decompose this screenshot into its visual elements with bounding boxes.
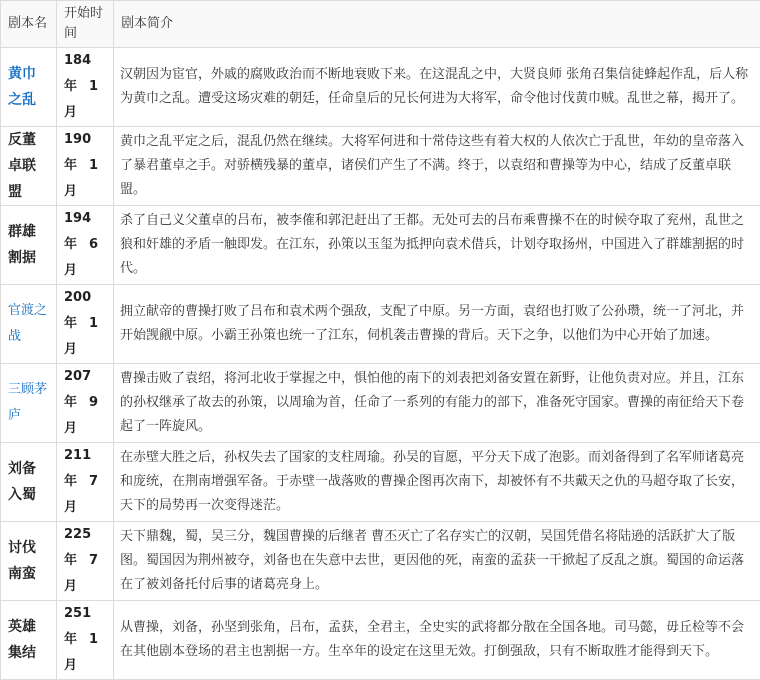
month-suffix: 月 <box>64 184 77 199</box>
start-month: 1 <box>89 316 98 331</box>
year-suffix: 年 <box>64 316 77 331</box>
table-row <box>1 48 760 127</box>
start-time <box>57 522 114 601</box>
year-suffix: 年 <box>64 632 77 647</box>
scenario-description: 在赤壁大胜之后，孙权失去了国家的支柱周瑜。孙吴的盲愿，平分天下成了泡影。而刘备得到了名军师诸葛亮和庞统，在荆南增强军备。于赤壁一战落败的曹操企图再次南下，却被怀有不共戴天之仇的马超夺取了长安，天下的局势再一次变得迷茫。 <box>114 443 760 522</box>
table-row <box>1 443 760 522</box>
scenario-description: 从曹操，刘备，孙坚到张角，吕布，孟获，全君主，全史实的武将都分散在全国各地。司马懿，毋丘检等不会在其他剧本登场的君主也割据一方。生卒年的设定在这里无效。打倒强敌，只有不断取胜才能得到天下。 <box>114 601 760 680</box>
start-month: 6 <box>89 237 98 252</box>
table-row <box>1 285 760 364</box>
month-suffix: 月 <box>64 421 77 436</box>
start-year: 225 <box>64 527 91 542</box>
month-suffix: 月 <box>64 105 77 120</box>
start-year: 184 <box>64 53 91 68</box>
start-month: 7 <box>89 553 98 568</box>
start-year: 190 <box>64 132 91 147</box>
month-suffix: 月 <box>64 658 77 673</box>
scenario-name-link[interactable]: 黄巾之乱 <box>1 48 57 127</box>
scenario-name-link[interactable]: 三顾茅庐 <box>1 364 57 443</box>
scenario-name-link[interactable]: 官渡之战 <box>1 285 57 364</box>
start-month: 1 <box>89 632 98 647</box>
scenario-name: 刘备入蜀 <box>1 443 57 522</box>
table-row <box>1 127 760 206</box>
start-time <box>57 601 114 680</box>
month-suffix: 月 <box>64 500 77 515</box>
year-suffix: 年 <box>64 158 77 173</box>
start-year: 251 <box>64 606 91 621</box>
scenario-description: 拥立献帝的曹操打败了吕布和袁术两个强敌，支配了中原。另一方面，袁绍也打败了公孙瓒，统一了河北，并开始觊觎中原。小霸王孙策也统一了江东，伺机袭击曹操的背后。天下之争，以他们为中心开始了加速。 <box>114 285 760 364</box>
scenario-name: 英雄集结 <box>1 601 57 680</box>
start-month: 7 <box>89 474 98 489</box>
scenario-description: 黄巾之乱平定之后，混乱仍然在继续。大将军何进和十常侍这些有着大权的人依次亡于乱世，年幼的皇帝落入了暴君董卓之手。对骄横残暴的董卓，诸侯们产生了不满。终于，以袁绍和曹操等为中心，结成了反董卓联盟。 <box>114 127 760 206</box>
scenario-description: 杀了自己义父董卓的吕布，被李傕和郭汜赶出了王都。无处可去的吕布乘曹操不在的时候夺取了兖州，乱世之狼和奸雄的矛盾一触即发。在江东，孙策以玉玺为抵押向袁术借兵，计划夺取扬州，中国进入了群雄割据的时代。 <box>114 206 760 285</box>
scenario-name: 群雄割据 <box>1 206 57 285</box>
year-suffix: 年 <box>64 237 77 252</box>
start-month: 9 <box>89 395 98 410</box>
start-month: 1 <box>89 79 98 94</box>
scenario-description: 曹操击败了袁绍，将河北收于掌握之中，惧怕他的南下的刘表把刘备安置在新野，让他负责对应。并且，江东的孙权继承了故去的孙策，以周瑜为首，任命了一系列的有能力的部下，准备死守国家。曹操的南征给天下卷起了一阵旋风。 <box>114 364 760 443</box>
table-row <box>1 522 760 601</box>
scenario-name: 反董卓联盟 <box>1 127 57 206</box>
table-row <box>1 601 760 680</box>
start-time <box>57 48 114 127</box>
year-suffix: 年 <box>64 553 77 568</box>
header-name: 剧本名 <box>1 1 57 48</box>
header-row <box>1 1 760 48</box>
start-time <box>57 206 114 285</box>
month-suffix: 月 <box>64 263 77 278</box>
month-suffix: 月 <box>64 579 77 594</box>
start-month: 1 <box>89 158 98 173</box>
table-row <box>1 364 760 443</box>
header-intro: 剧本简介 <box>114 1 760 48</box>
scenario-description: 汉朝因为宦官，外戚的腐败政治而不断地衰败下来。在这混乱之中，大贤良师 张角召集信徒蜂起作乱，后人称为黄巾之乱。遭受这场灾难的朝廷，任命皇后的兄长何进为大将军，命令他讨伐黄巾贼。乱世之幕，揭开了。 <box>114 48 760 127</box>
year-suffix: 年 <box>64 79 77 94</box>
header-start: 开始时间 <box>57 1 114 48</box>
year-suffix: 年 <box>64 395 77 410</box>
start-time <box>57 364 114 443</box>
start-year: 211 <box>64 448 91 463</box>
start-time <box>57 285 114 364</box>
start-time <box>57 127 114 206</box>
start-time <box>57 443 114 522</box>
start-year: 200 <box>64 290 91 305</box>
month-suffix: 月 <box>64 342 77 357</box>
scenario-name: 讨伐南蛮 <box>1 522 57 601</box>
year-suffix: 年 <box>64 474 77 489</box>
scenario-description: 天下鼎魏，蜀，吴三分，魏国曹操的后继者 曹丕灭亡了名存实亡的汉朝，吴国凭借名将陆逊的活跃扩大了版图。蜀国因为荆州被夺，刘备也在失意中去世，更因他的死，南蛮的孟获一干掀起了反乱之旗。蜀国的命运落在了被刘备托付后事的诸葛亮身上。 <box>114 522 760 601</box>
start-year: 207 <box>64 369 91 384</box>
table-row <box>1 206 760 285</box>
start-year: 194 <box>64 211 91 226</box>
